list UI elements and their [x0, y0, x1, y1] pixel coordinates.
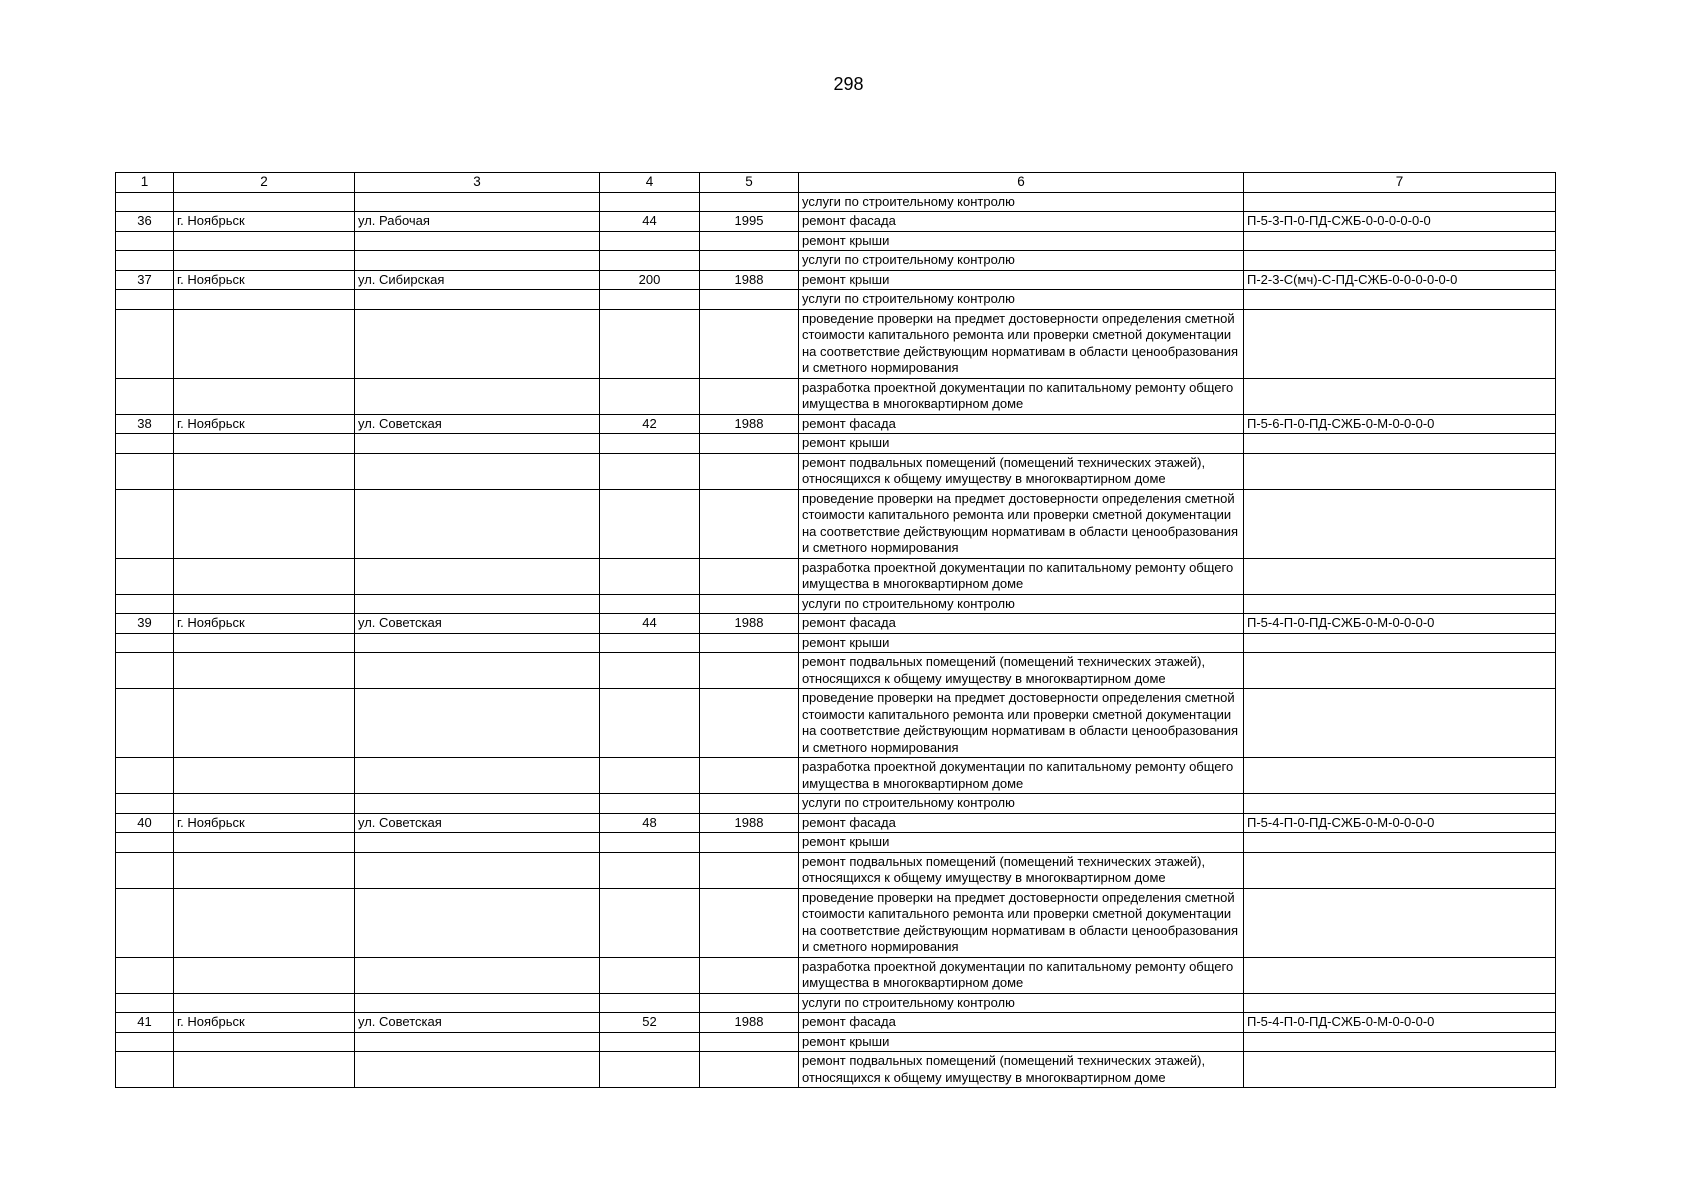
street-cell: [355, 290, 600, 310]
year-cell: 1988: [700, 1013, 799, 1033]
city-cell: [174, 633, 355, 653]
table-row: [116, 758, 1556, 794]
work-type-cell: ремонт фасада: [799, 1013, 1244, 1033]
city-cell: [174, 833, 355, 853]
street-cell: ул. Советская: [355, 1013, 600, 1033]
code-cell: П-5-4-П-0-ПД-СЖБ-0-М-0-0-0-0: [1244, 1013, 1556, 1033]
work-type-cell: ремонт крыши: [799, 434, 1244, 454]
house-cell: [600, 594, 700, 614]
work-type-cell: ремонт фасада: [799, 614, 1244, 634]
code-cell: [1244, 833, 1556, 853]
street-cell: ул. Советская: [355, 813, 600, 833]
table-row: [116, 633, 1556, 653]
year-cell: [700, 633, 799, 653]
year-cell: [700, 1052, 799, 1088]
work-type-cell: проведение проверки на предмет достоверности определения сметной стоимости капитального ремонта или проверки сметной документации на соответствие действующим нормативам в области ценообразования и сметного нормирования: [799, 489, 1244, 558]
row-number-cell: [116, 833, 174, 853]
house-cell: 44: [600, 212, 700, 232]
table-row: [116, 888, 1556, 957]
street-cell: ул. Советская: [355, 614, 600, 634]
year-cell: [700, 794, 799, 814]
city-cell: г. Ноябрьск: [174, 414, 355, 434]
city-cell: [174, 1032, 355, 1052]
street-cell: [355, 594, 600, 614]
house-cell: [600, 833, 700, 853]
city-cell: [174, 993, 355, 1013]
header-cell-1: 1: [116, 173, 174, 193]
header-cell-4: 4: [600, 173, 700, 193]
register-table: [115, 172, 1556, 1088]
year-cell: [700, 251, 799, 271]
city-cell: [174, 489, 355, 558]
year-cell: [700, 434, 799, 454]
city-cell: [174, 558, 355, 594]
house-cell: [600, 378, 700, 414]
row-number-cell: [116, 852, 174, 888]
street-cell: [355, 231, 600, 251]
year-cell: 1988: [700, 813, 799, 833]
year-cell: 1988: [700, 414, 799, 434]
street-cell: ул. Советская: [355, 414, 600, 434]
code-cell: [1244, 594, 1556, 614]
code-cell: [1244, 434, 1556, 454]
house-cell: [600, 689, 700, 758]
row-number-cell: [116, 794, 174, 814]
table-row: [116, 378, 1556, 414]
city-cell: [174, 231, 355, 251]
street-cell: [355, 251, 600, 271]
code-cell: [1244, 993, 1556, 1013]
city-cell: [174, 653, 355, 689]
house-cell: [600, 290, 700, 310]
street-cell: [355, 309, 600, 378]
work-type-cell: услуги по строительному контролю: [799, 290, 1244, 310]
table-row: [116, 414, 1556, 434]
city-cell: г. Ноябрьск: [174, 614, 355, 634]
house-cell: [600, 309, 700, 378]
city-cell: [174, 888, 355, 957]
table-row: [116, 852, 1556, 888]
city-cell: [174, 453, 355, 489]
work-type-cell: ремонт крыши: [799, 833, 1244, 853]
house-cell: [600, 957, 700, 993]
year-cell: [700, 378, 799, 414]
row-number-cell: [116, 251, 174, 271]
work-type-cell: услуги по строительному контролю: [799, 794, 1244, 814]
code-cell: [1244, 251, 1556, 271]
year-cell: [700, 758, 799, 794]
work-type-cell: разработка проектной документации по капитальному ремонту общего имущества в многоквартирном доме: [799, 758, 1244, 794]
code-cell: [1244, 758, 1556, 794]
street-cell: [355, 888, 600, 957]
code-cell: [1244, 1032, 1556, 1052]
header-row: [116, 173, 1556, 193]
house-cell: [600, 489, 700, 558]
row-number-cell: [116, 993, 174, 1013]
work-type-cell: разработка проектной документации по капитальному ремонту общего имущества в многоквартирном доме: [799, 558, 1244, 594]
year-cell: [700, 594, 799, 614]
work-type-cell: проведение проверки на предмет достоверности определения сметной стоимости капитального ремонта или проверки сметной документации на соответствие действующим нормативам в области ценообразования и сметного нормирования: [799, 689, 1244, 758]
code-cell: [1244, 957, 1556, 993]
table-row: [116, 1013, 1556, 1033]
street-cell: [355, 794, 600, 814]
house-cell: [600, 1052, 700, 1088]
table-row: [116, 594, 1556, 614]
row-number-cell: 41: [116, 1013, 174, 1033]
year-cell: [700, 653, 799, 689]
work-type-cell: проведение проверки на предмет достоверности определения сметной стоимости капитального ремонта или проверки сметной документации на соответствие действующим нормативам в области ценообразования и сметного нормирования: [799, 309, 1244, 378]
row-number-cell: [116, 489, 174, 558]
year-cell: [700, 833, 799, 853]
row-number-cell: 40: [116, 813, 174, 833]
city-cell: [174, 251, 355, 271]
work-type-cell: ремонт фасада: [799, 414, 1244, 434]
work-type-cell: ремонт крыши: [799, 633, 1244, 653]
table-row: [116, 270, 1556, 290]
house-cell: [600, 794, 700, 814]
house-cell: [600, 758, 700, 794]
row-number-cell: 38: [116, 414, 174, 434]
row-number-cell: [116, 1052, 174, 1088]
code-cell: [1244, 558, 1556, 594]
house-cell: 44: [600, 614, 700, 634]
header-cell-6: 6: [799, 173, 1244, 193]
table-row: [116, 813, 1556, 833]
table-row: [116, 993, 1556, 1013]
house-cell: 48: [600, 813, 700, 833]
table-row: [116, 1052, 1556, 1088]
row-number-cell: 39: [116, 614, 174, 634]
city-cell: [174, 758, 355, 794]
row-number-cell: [116, 689, 174, 758]
code-cell: [1244, 378, 1556, 414]
row-number-cell: [116, 434, 174, 454]
work-type-cell: ремонт крыши: [799, 270, 1244, 290]
year-cell: [700, 489, 799, 558]
table-row: [116, 794, 1556, 814]
code-cell: [1244, 689, 1556, 758]
house-cell: [600, 192, 700, 212]
street-cell: [355, 633, 600, 653]
work-type-cell: услуги по строительному контролю: [799, 251, 1244, 271]
header-cell-5: 5: [700, 173, 799, 193]
house-cell: [600, 888, 700, 957]
row-number-cell: [116, 290, 174, 310]
year-cell: [700, 957, 799, 993]
row-number-cell: [116, 309, 174, 378]
header-cell-2: 2: [174, 173, 355, 193]
street-cell: [355, 489, 600, 558]
year-cell: 1988: [700, 614, 799, 634]
work-type-cell: услуги по строительному контролю: [799, 192, 1244, 212]
header-cell-3: 3: [355, 173, 600, 193]
street-cell: [355, 434, 600, 454]
house-cell: [600, 852, 700, 888]
street-cell: [355, 689, 600, 758]
city-cell: [174, 689, 355, 758]
street-cell: [355, 453, 600, 489]
street-cell: [355, 1052, 600, 1088]
city-cell: [174, 309, 355, 378]
year-cell: [700, 888, 799, 957]
street-cell: [355, 653, 600, 689]
table-row: [116, 251, 1556, 271]
year-cell: [700, 453, 799, 489]
row-number-cell: [116, 231, 174, 251]
street-cell: [355, 852, 600, 888]
code-cell: П-5-3-П-0-ПД-СЖБ-0-0-0-0-0-0: [1244, 212, 1556, 232]
register-table-body: [116, 173, 1556, 1088]
street-cell: [355, 1032, 600, 1052]
code-cell: [1244, 653, 1556, 689]
year-cell: [700, 309, 799, 378]
row-number-cell: 37: [116, 270, 174, 290]
table-row: [116, 614, 1556, 634]
code-cell: [1244, 453, 1556, 489]
table-row: [116, 290, 1556, 310]
street-cell: [355, 833, 600, 853]
year-cell: [700, 231, 799, 251]
city-cell: [174, 434, 355, 454]
year-cell: [700, 558, 799, 594]
city-cell: [174, 594, 355, 614]
city-cell: г. Ноябрьск: [174, 270, 355, 290]
house-cell: [600, 1032, 700, 1052]
table-row: [116, 957, 1556, 993]
work-type-cell: разработка проектной документации по капитальному ремонту общего имущества в многоквартирном доме: [799, 957, 1244, 993]
year-cell: [700, 1032, 799, 1052]
row-number-cell: [116, 758, 174, 794]
code-cell: [1244, 888, 1556, 957]
year-cell: [700, 993, 799, 1013]
table-row: [116, 192, 1556, 212]
row-number-cell: [116, 453, 174, 489]
year-cell: [700, 852, 799, 888]
work-type-cell: ремонт фасада: [799, 212, 1244, 232]
table-row: [116, 558, 1556, 594]
year-cell: 1988: [700, 270, 799, 290]
table-row: [116, 689, 1556, 758]
house-cell: [600, 231, 700, 251]
house-cell: 42: [600, 414, 700, 434]
table-row: [116, 453, 1556, 489]
code-cell: [1244, 794, 1556, 814]
table-row: [116, 1032, 1556, 1052]
city-cell: [174, 957, 355, 993]
house-cell: [600, 251, 700, 271]
year-cell: [700, 290, 799, 310]
work-type-cell: разработка проектной документации по капитальному ремонту общего имущества в многоквартирном доме: [799, 378, 1244, 414]
row-number-cell: 36: [116, 212, 174, 232]
page-number: 298: [833, 74, 864, 94]
work-type-cell: проведение проверки на предмет достоверности определения сметной стоимости капитального ремонта или проверки сметной документации на соответствие действующим нормативам в области ценообразования и сметного нормирования: [799, 888, 1244, 957]
work-type-cell: ремонт подвальных помещений (помещений технических этажей), относящихся к общему имуществу в многоквартирном доме: [799, 653, 1244, 689]
row-number-cell: [116, 378, 174, 414]
year-cell: [700, 192, 799, 212]
work-type-cell: услуги по строительному контролю: [799, 594, 1244, 614]
code-cell: П-2-3-С(мч)-С-ПД-СЖБ-0-0-0-0-0-0: [1244, 270, 1556, 290]
city-cell: [174, 852, 355, 888]
table-row: [116, 212, 1556, 232]
row-number-cell: [116, 653, 174, 689]
row-number-cell: [116, 192, 174, 212]
table-row: [116, 309, 1556, 378]
row-number-cell: [116, 1032, 174, 1052]
code-cell: [1244, 192, 1556, 212]
row-number-cell: [116, 594, 174, 614]
code-cell: П-5-4-П-0-ПД-СЖБ-0-М-0-0-0-0: [1244, 813, 1556, 833]
house-cell: [600, 633, 700, 653]
table-row: [116, 833, 1556, 853]
house-cell: 200: [600, 270, 700, 290]
code-cell: П-5-4-П-0-ПД-СЖБ-0-М-0-0-0-0: [1244, 614, 1556, 634]
work-type-cell: ремонт крыши: [799, 231, 1244, 251]
city-cell: г. Ноябрьск: [174, 813, 355, 833]
work-type-cell: ремонт подвальных помещений (помещений технических этажей), относящихся к общему имуществу в многоквартирном доме: [799, 852, 1244, 888]
house-cell: [600, 653, 700, 689]
street-cell: ул. Сибирская: [355, 270, 600, 290]
code-cell: [1244, 290, 1556, 310]
city-cell: [174, 794, 355, 814]
code-cell: П-5-6-П-0-ПД-СЖБ-0-М-0-0-0-0: [1244, 414, 1556, 434]
row-number-cell: [116, 558, 174, 594]
code-cell: [1244, 231, 1556, 251]
row-number-cell: [116, 633, 174, 653]
city-cell: [174, 378, 355, 414]
city-cell: [174, 290, 355, 310]
code-cell: [1244, 1052, 1556, 1088]
street-cell: ул. Рабочая: [355, 212, 600, 232]
street-cell: [355, 957, 600, 993]
city-cell: [174, 1052, 355, 1088]
year-cell: 1995: [700, 212, 799, 232]
row-number-cell: [116, 888, 174, 957]
house-cell: [600, 453, 700, 489]
table-row: [116, 653, 1556, 689]
row-number-cell: [116, 957, 174, 993]
work-type-cell: ремонт крыши: [799, 1032, 1244, 1052]
work-type-cell: ремонт фасада: [799, 813, 1244, 833]
table-row: [116, 231, 1556, 251]
table-row: [116, 489, 1556, 558]
year-cell: [700, 689, 799, 758]
street-cell: [355, 758, 600, 794]
city-cell: г. Ноябрьск: [174, 212, 355, 232]
code-cell: [1244, 489, 1556, 558]
code-cell: [1244, 852, 1556, 888]
work-type-cell: ремонт подвальных помещений (помещений технических этажей), относящихся к общему имуществу в многоквартирном доме: [799, 1052, 1244, 1088]
work-type-cell: услуги по строительному контролю: [799, 993, 1244, 1013]
house-cell: [600, 993, 700, 1013]
street-cell: [355, 558, 600, 594]
code-cell: [1244, 309, 1556, 378]
city-cell: [174, 192, 355, 212]
table-row: [116, 434, 1556, 454]
house-cell: [600, 434, 700, 454]
street-cell: [355, 993, 600, 1013]
street-cell: [355, 378, 600, 414]
house-cell: [600, 558, 700, 594]
city-cell: г. Ноябрьск: [174, 1013, 355, 1033]
house-cell: 52: [600, 1013, 700, 1033]
code-cell: [1244, 633, 1556, 653]
header-cell-7: 7: [1244, 173, 1556, 193]
street-cell: [355, 192, 600, 212]
work-type-cell: ремонт подвальных помещений (помещений технических этажей), относящихся к общему имуществу в многоквартирном доме: [799, 453, 1244, 489]
